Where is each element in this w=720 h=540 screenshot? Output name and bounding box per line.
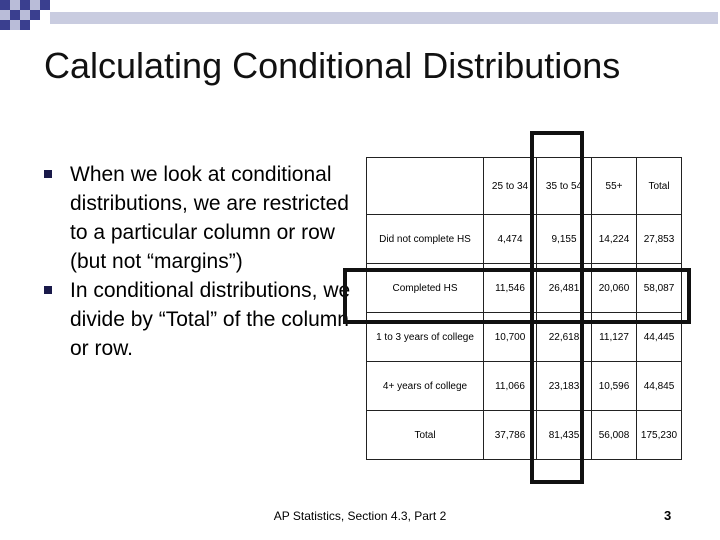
table-row: [367, 215, 682, 264]
table-cell: 11,127: [592, 313, 637, 362]
bullet-text: In conditional distributions, we divide by “Total” of the column or row.: [70, 279, 351, 360]
header-cell: 25 to 34: [484, 158, 537, 215]
table-cell: 14,224: [592, 215, 637, 264]
checker-square: [0, 10, 10, 20]
square-bullet-icon: [44, 286, 52, 294]
table-cell: 44,445: [637, 313, 682, 362]
table-cell: 20,060: [592, 264, 637, 313]
table-cell: 27,853: [637, 215, 682, 264]
slide-title: Calculating Conditional Distributions: [44, 45, 621, 86]
bullet-item: [44, 276, 354, 363]
table-header-row: [367, 158, 682, 215]
table-cell: 22,618: [537, 313, 592, 362]
table-cell: 58,087: [637, 264, 682, 313]
table-cell: 81,435: [537, 411, 592, 460]
square-bullet-icon: [44, 170, 52, 178]
checker-square: [0, 20, 10, 30]
table-cell: 26,481: [537, 264, 592, 313]
table-cell: 37,786: [484, 411, 537, 460]
table-cell: 9,155: [537, 215, 592, 264]
row-label-cell: 4+ years of college: [367, 362, 484, 411]
header-cell: Total: [637, 158, 682, 215]
table-cell: 11,066: [484, 362, 537, 411]
checker-square: [20, 0, 30, 10]
header-cell: 55+: [592, 158, 637, 215]
header-cell: [367, 158, 484, 215]
table-row: [367, 313, 682, 362]
table-row: [367, 362, 682, 411]
table-cell: 56,008: [592, 411, 637, 460]
table-row: [367, 411, 682, 460]
header-bar: [50, 12, 718, 24]
data-table: [366, 157, 682, 460]
checker-square: [40, 0, 50, 10]
bullet-list: [44, 160, 354, 363]
checker-square: [20, 20, 30, 30]
checker-square: [30, 10, 40, 20]
checker-square: [0, 0, 10, 10]
checker-square: [10, 10, 20, 20]
table-row: [367, 264, 682, 313]
decorative-header-pattern: [0, 0, 720, 38]
checker-square: [10, 20, 20, 30]
row-label-cell: Did not complete HS: [367, 215, 484, 264]
page-number: 3: [664, 508, 672, 523]
checker-square: [30, 0, 40, 10]
checker-square: [20, 10, 30, 20]
row-label-cell: Total: [367, 411, 484, 460]
slide-footer: AP Statistics, Section 4.3, Part 2: [273, 509, 447, 523]
row-label-cell: Completed HS: [367, 264, 484, 313]
header-cell: 35 to 54: [537, 158, 592, 215]
bullet-text: When we look at conditional distributions, we are restricted to a particular column or row (but not “margins”): [70, 163, 349, 273]
table-cell: 11,546: [484, 264, 537, 313]
checker-square: [10, 0, 20, 10]
table-cell: 4,474: [484, 215, 537, 264]
table-cell: 44,845: [637, 362, 682, 411]
table-cell: 175,230: [637, 411, 682, 460]
row-label-cell: 1 to 3 years of college: [367, 313, 484, 362]
table-cell: 10,596: [592, 362, 637, 411]
bullet-item: [44, 160, 354, 276]
table-cell: 23,183: [537, 362, 592, 411]
table-cell: 10,700: [484, 313, 537, 362]
